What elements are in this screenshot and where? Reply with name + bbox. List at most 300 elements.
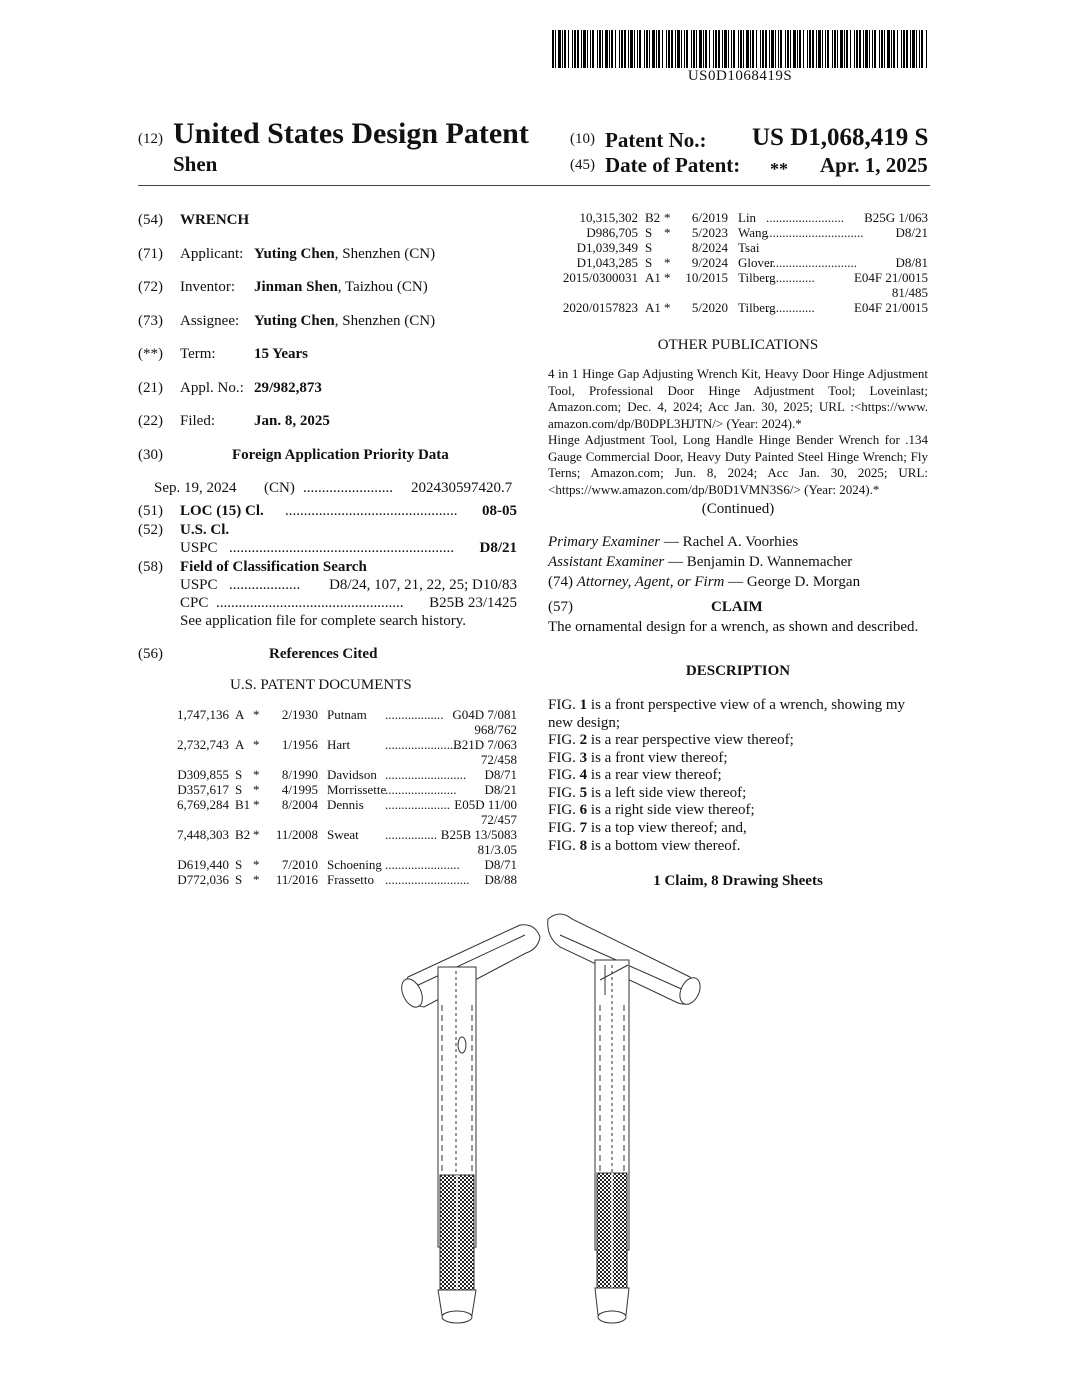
- loc-dots: ..............................................: [285, 503, 458, 519]
- ref-dots: ..............................: [766, 225, 864, 240]
- ref-no: 2020/0157823: [562, 300, 638, 315]
- ref-kind: S: [235, 767, 243, 782]
- ref-cls: D8/21: [484, 782, 517, 797]
- barcode-bar: [609, 30, 610, 68]
- ref-no: D1,043,285: [576, 255, 638, 270]
- field-71-code: (71): [138, 246, 163, 262]
- assistant-examiner: Assistant Examiner — Benjamin D. Wannemacher: [548, 554, 853, 570]
- barcode-bar: [837, 30, 838, 68]
- date-stars: **: [770, 159, 788, 179]
- ref-cls: D8/71: [484, 767, 517, 782]
- ref-star: *: [253, 707, 260, 722]
- barcode-bar: [809, 30, 811, 68]
- ref-cls: E05D 11/00: [454, 797, 517, 812]
- filed-label: Filed:: [180, 413, 216, 429]
- barcode-bar: [572, 30, 573, 68]
- ref-star: *: [664, 225, 671, 240]
- ref-cls: B25B 13/5083: [440, 827, 517, 842]
- barcode-bar: [901, 30, 902, 68]
- barcode-bar: [822, 30, 823, 68]
- header-divider: [138, 185, 930, 186]
- barcode-bar: [912, 30, 915, 68]
- barcode-bar: [699, 30, 702, 68]
- barcode-bar: [827, 30, 829, 68]
- ref-name: Glover: [738, 255, 775, 270]
- assignee: Yuting Chen, Shenzhen (CN): [254, 313, 436, 329]
- patent-no-label: Patent No.:: [605, 128, 707, 152]
- barcode-bar: [681, 30, 682, 68]
- ref-star: *: [253, 767, 260, 782]
- ref-kind: S: [645, 225, 653, 240]
- barcode-bar: [765, 30, 767, 68]
- ref-name: Wang: [738, 225, 768, 240]
- barcode-bar: [818, 30, 821, 68]
- barcode-bar: [825, 30, 826, 68]
- ref-dots: ........................: [766, 210, 844, 225]
- ref-star: *: [253, 737, 260, 752]
- ref-date: 5/2023: [691, 225, 728, 240]
- ref-dots: ......................: [385, 782, 457, 797]
- barcode-bar: [722, 30, 723, 68]
- ref-cls2: 81/3.05: [477, 842, 517, 857]
- ref-name: Hart: [327, 737, 351, 752]
- barcode-bar: [778, 30, 779, 68]
- inventor: Jinman Shen, Taizhou (CN): [254, 279, 428, 295]
- filed-date: Jan. 8, 2025: [254, 413, 330, 429]
- field-51-code: (51): [138, 503, 163, 519]
- ref-name: Putnam: [327, 707, 367, 722]
- priority-date: Sep. 19, 2024: [154, 480, 237, 496]
- ref-date: 8/2024: [691, 240, 728, 255]
- barcode-bar: [840, 30, 843, 68]
- barcode-bar: [624, 30, 626, 68]
- ref-star: *: [664, 270, 671, 285]
- barcode-bar: [728, 30, 729, 68]
- ref-cls: D8/88: [484, 872, 517, 887]
- ref-no: D357,617: [177, 782, 229, 797]
- ref-date: 10/2015: [685, 270, 728, 285]
- barcode-bar: [696, 30, 697, 68]
- date-of-patent-label: Date of Patent:: [605, 153, 741, 177]
- barcode-bar: [752, 30, 754, 68]
- fig-description: FIG. 5 is a left side view thereof;: [548, 785, 747, 801]
- ref-name: Davidson: [327, 767, 377, 782]
- barcode-bar: [893, 30, 895, 68]
- inventor-label: Inventor:: [180, 279, 235, 295]
- fig-description: FIG. 3 is a front view thereof;: [548, 750, 728, 766]
- ref-cls: E04F 21/0015: [853, 270, 928, 285]
- publication-1: 4 in 1 Hinge Gap Adjusting Wrench Kit, Heavy Door Hinge Adjustment Tool, Professional Door Hinge Adjustment Tool; Loveinlast; Amazon.com; Dec. 4, 2024; Acc Jan. 30, 2025; URL :<https://www. amazon.com/dp/B0DPL3HJTN/> (Year: 2024).*: [548, 366, 928, 431]
- ref-name: Schoening: [327, 857, 382, 872]
- search-uspc-value: D8/24, 107, 21, 22, 25; D10/83: [329, 577, 517, 593]
- barcode-bar: [668, 30, 670, 68]
- barcode-bar: [844, 30, 845, 68]
- field-30-code: (30): [138, 447, 163, 463]
- ref-no: D1,039,349: [576, 240, 638, 255]
- ref-cls2: 81/485: [891, 285, 928, 300]
- barcode: [552, 30, 928, 68]
- ref-name: Tilberg: [738, 300, 776, 315]
- publication-2: Hinge Adjustment Tool, Long Handle Hinge Bender Wrench for .134 Gauge Commercial Door, Heavy Duty Painted Steel Hinge Wrench; Fly Terns; Amazon.com; Jun. 8, 2024; Acc Jan. 30, 2025; URL:<https://www.amazon.com/dp/B0D1VMN3S6/> (Year: 2024).*: [548, 432, 928, 497]
- fig-description: FIG. 8 is a bottom view thereof.: [548, 838, 741, 854]
- ref-no: 10,315,302: [579, 210, 638, 225]
- barcode-bar: [874, 30, 876, 68]
- field-term-code: (**): [138, 346, 163, 362]
- ref-dots: ....................: [385, 797, 450, 812]
- code-12: (12): [138, 131, 163, 147]
- primary-examiner: Primary Examiner — Rachel A. Voorhies: [548, 534, 799, 550]
- barcode-bar: [590, 30, 591, 68]
- barcode-bar: [602, 30, 603, 68]
- barcode-bar: [733, 30, 735, 68]
- barcode-bar: [865, 30, 868, 68]
- barcode-bar: [812, 30, 814, 68]
- barcode-bar: [785, 30, 786, 68]
- barcode-bar: [879, 30, 880, 68]
- barcode-bar: [564, 30, 566, 68]
- barcode-bar: [856, 30, 858, 68]
- ref-cls2: 72/458: [480, 752, 517, 767]
- barcode-bar: [621, 30, 623, 68]
- field-22-code: (22): [138, 413, 163, 429]
- loc-label: LOC (15) Cl.: [180, 503, 264, 519]
- uspc-label: USPC: [180, 540, 218, 556]
- barcode-bar: [731, 30, 732, 68]
- barcode-bar: [859, 30, 861, 68]
- barcode-bar: [574, 30, 576, 68]
- ref-cls2: 72/457: [480, 812, 517, 827]
- barcode-bar: [846, 30, 848, 68]
- barcode-bar: [619, 30, 620, 68]
- ref-dots: ............................: [766, 255, 857, 270]
- ref-date: 7/2010: [281, 857, 318, 872]
- search-cpc-label: CPC: [180, 595, 209, 611]
- ref-kind: S: [645, 240, 653, 255]
- ref-date: 1/1956: [281, 737, 318, 752]
- ref-star: *: [664, 255, 671, 270]
- barcode-bar: [906, 30, 908, 68]
- barcode-bar: [639, 30, 641, 68]
- ref-kind: B1: [235, 797, 251, 812]
- barcode-bar: [644, 30, 645, 68]
- ref-dots: ...............: [766, 300, 815, 315]
- ref-cls: B25G 1/063: [864, 210, 928, 225]
- ref-no: 2,732,743: [177, 737, 229, 752]
- barcode-bar: [750, 30, 751, 68]
- barcode-bar: [921, 30, 923, 68]
- barcode-bar: [630, 30, 633, 68]
- ref-kind: A: [235, 707, 245, 722]
- priority-number: 202430597420.7: [411, 480, 513, 496]
- ref-kind: A1: [645, 270, 661, 285]
- barcode-bar: [656, 30, 657, 68]
- barcode-bar: [884, 30, 885, 68]
- term-value: 15 Years: [254, 346, 309, 362]
- ref-no: D619,440: [177, 857, 229, 872]
- ref-no: D986,705: [586, 225, 638, 240]
- barcode-bar: [671, 30, 673, 68]
- ref-kind: S: [235, 782, 243, 797]
- barcode-bar: [718, 30, 720, 68]
- ref-date: 11/2016: [275, 872, 318, 887]
- barcode-bar: [746, 30, 749, 68]
- ref-dots: ...............: [766, 270, 815, 285]
- barcode-bar: [769, 30, 770, 68]
- barcode-bar: [552, 30, 554, 68]
- ref-kind: S: [645, 255, 653, 270]
- code-45: (45): [570, 157, 595, 173]
- ref-dots: ................: [385, 827, 437, 842]
- appl-no: 29/982,873: [254, 380, 322, 396]
- claims-count: 1 Claim, 8 Drawing Sheets: [653, 873, 823, 889]
- ref-kind: B2: [235, 827, 251, 842]
- barcode-bar: [834, 30, 836, 68]
- ref-star: *: [253, 872, 260, 887]
- applicant-label: Applicant:: [180, 246, 244, 262]
- ref-name: Lin: [738, 210, 757, 225]
- claim-code: (57): [548, 599, 573, 615]
- term-label: Term:: [180, 346, 216, 362]
- barcode-bar: [568, 30, 569, 68]
- barcode-bar: [832, 30, 833, 68]
- barcode-bar: [709, 30, 710, 68]
- ref-star: *: [253, 782, 260, 797]
- field-21-code: (21): [138, 380, 163, 396]
- barcode-bar: [743, 30, 744, 68]
- barcode-bar: [649, 30, 650, 68]
- ref-name: Tilberg: [738, 270, 776, 285]
- patent-number: US D1,068,419 S: [752, 124, 929, 151]
- code-10: (10): [570, 131, 595, 147]
- fig-description: FIG. 6 is a right side view thereof;: [548, 802, 755, 818]
- barcode-bar: [684, 30, 685, 68]
- ref-star: *: [664, 300, 671, 315]
- other-pubs-heading: OTHER PUBLICATIONS: [657, 337, 819, 353]
- barcode-bar: [637, 30, 638, 68]
- us-cl-label: U.S. Cl.: [180, 522, 230, 538]
- barcode-bar: [658, 30, 660, 68]
- barcode-bar: [854, 30, 855, 68]
- ref-name: Tsai: [738, 240, 760, 255]
- barcode-bar: [677, 30, 680, 68]
- barcode-bar: [592, 30, 594, 68]
- ref-no: D309,855: [177, 767, 229, 782]
- barcode-bar: [850, 30, 851, 68]
- barcode-bar: [775, 30, 776, 68]
- barcode-bar: [705, 30, 707, 68]
- barcode-bar: [713, 30, 714, 68]
- barcode-bar: [703, 30, 704, 68]
- priority-dots: ........................: [303, 480, 393, 496]
- ref-date: 8/2004: [281, 797, 318, 812]
- search-note: See application file for complete search history.: [180, 613, 467, 629]
- barcode-bar: [803, 30, 804, 68]
- ref-no: 1,747,136: [177, 707, 229, 722]
- barcode-bar: [666, 30, 667, 68]
- date-of-patent: Apr. 1, 2025: [820, 153, 928, 177]
- barcode-bar: [587, 30, 588, 68]
- barcode-bar: [869, 30, 870, 68]
- barcode-bar: [562, 30, 563, 68]
- ref-dots: .......................: [385, 737, 460, 752]
- barcode-bar: [872, 30, 873, 68]
- fig-description: FIG. 1 is a front perspective view of a wrench, showing my new design;: [548, 697, 905, 731]
- ref-no: D772,036: [177, 872, 229, 887]
- ref-kind: S: [235, 872, 243, 887]
- claim-text: The ornamental design for a wrench, as shown and described.: [548, 619, 919, 635]
- barcode-bar: [675, 30, 676, 68]
- ref-cls: D8/71: [484, 857, 517, 872]
- barcode-bar: [790, 30, 791, 68]
- ref-date: 4/1995: [281, 782, 318, 797]
- ref-name: Morrissette: [327, 782, 387, 797]
- ref-date: 5/2020: [691, 300, 728, 315]
- ref-cls: D8/81: [895, 255, 928, 270]
- wrench-front-perspective: [398, 925, 540, 1323]
- barcode-bar: [662, 30, 663, 68]
- barcode-number: US0D1068419S: [687, 68, 793, 84]
- attorney: (74) Attorney, Agent, or Firm — George D. Morgan: [548, 574, 861, 590]
- ref-name: Dennis: [327, 797, 364, 812]
- barcode-bar: [740, 30, 742, 68]
- barcode-bar: [787, 30, 789, 68]
- barcode-bar: [799, 30, 801, 68]
- fig-description: FIG. 7 is a top view thereof; and,: [548, 820, 747, 836]
- barcode-bar: [581, 30, 582, 68]
- barcode-bar: [756, 30, 757, 68]
- barcode-bar: [652, 30, 655, 68]
- ref-date: 8/1990: [281, 767, 318, 782]
- barcode-bar: [793, 30, 796, 68]
- barcode-bar: [693, 30, 695, 68]
- barcode-bar: [797, 30, 798, 68]
- ref-name: Frassetto: [327, 872, 374, 887]
- search-uspc-label: USPC: [180, 577, 218, 593]
- field-search-label: Field of Classification Search: [180, 559, 367, 575]
- fig-description: FIG. 4 is a rear view thereof;: [548, 767, 722, 783]
- field-73-code: (73): [138, 313, 163, 329]
- barcode-bar: [583, 30, 586, 68]
- design-title: WRENCH: [180, 212, 250, 228]
- ref-kind: B2: [645, 210, 661, 225]
- barcode-bar: [597, 30, 598, 68]
- barcode-bar: [897, 30, 898, 68]
- barcode-bar: [691, 30, 692, 68]
- uspc-value: D8/21: [479, 540, 517, 556]
- barcode-bar: [577, 30, 579, 68]
- appl-no-label: Appl. No.:: [180, 380, 244, 396]
- ref-cls: E04F 21/0015: [853, 300, 928, 315]
- wrench-drawing: [390, 905, 710, 1335]
- search-cpc-dots: ..................................................: [216, 595, 404, 611]
- applicant: Yuting Chen, Shenzhen (CN): [254, 246, 436, 262]
- barcode-bar: [916, 30, 917, 68]
- ref-cls: G04D 7/081: [452, 707, 517, 722]
- wrench-rear-perspective: [548, 914, 704, 1323]
- ref-date: 9/2024: [691, 255, 728, 270]
- description-heading: DESCRIPTION: [685, 663, 791, 679]
- barcode-bar: [919, 30, 920, 68]
- barcode-bar: [686, 30, 688, 68]
- barcode-bar: [605, 30, 608, 68]
- ref-dots: ..........................: [385, 872, 470, 887]
- ref-date: 11/2008: [275, 827, 318, 842]
- ref-star: *: [253, 857, 260, 872]
- ref-star: *: [664, 210, 671, 225]
- barcode-bar: [903, 30, 905, 68]
- ref-cls: D8/21: [895, 225, 928, 240]
- inventor-surname: Shen: [173, 152, 218, 176]
- barcode-bar: [646, 30, 648, 68]
- priority-heading: Foreign Application Priority Data: [232, 447, 449, 463]
- ref-date: 6/2019: [691, 210, 728, 225]
- claim-heading: CLAIM: [711, 599, 763, 615]
- barcode-bar: [634, 30, 635, 68]
- ref-dots: .......................: [385, 857, 460, 872]
- ref-star: *: [253, 827, 260, 842]
- priority-country: (CN): [264, 480, 295, 496]
- ref-kind: A1: [645, 300, 661, 315]
- us-patent-docs-heading: U.S. PATENT DOCUMENTS: [230, 677, 412, 693]
- barcode-bar: [599, 30, 601, 68]
- field-52-code: (52): [138, 522, 163, 538]
- ref-date: 2/1930: [281, 707, 318, 722]
- field-72-code: (72): [138, 279, 163, 295]
- field-54-code: (54): [138, 212, 163, 228]
- barcode-bar: [628, 30, 629, 68]
- barcode-bar: [910, 30, 911, 68]
- uspc-dots: ............................................................: [229, 540, 454, 556]
- barcode-bar: [887, 30, 890, 68]
- barcode-bar: [724, 30, 727, 68]
- field-58-code: (58): [138, 559, 163, 575]
- ref-kind: S: [235, 857, 243, 872]
- barcode-bar: [807, 30, 808, 68]
- ref-no: 6,769,284: [177, 797, 229, 812]
- ref-dots: .........................: [385, 767, 467, 782]
- barcode-bar: [738, 30, 739, 68]
- barcode-bar: [863, 30, 864, 68]
- barcode-bar: [926, 30, 927, 68]
- ref-cls2: 968/762: [474, 722, 517, 737]
- assignee-label: Assignee:: [180, 313, 240, 329]
- ref-kind: A: [235, 737, 245, 752]
- barcode-bar: [771, 30, 774, 68]
- ref-no: 7,448,303: [177, 827, 229, 842]
- ref-name: Sweat: [327, 827, 359, 842]
- barcode-bar: [881, 30, 883, 68]
- barcode-bar: [780, 30, 782, 68]
- references-heading: References Cited: [269, 646, 378, 662]
- barcode-bar: [611, 30, 613, 68]
- loc-value: 08-05: [482, 503, 517, 519]
- ref-cls: B21D 7/063: [453, 737, 517, 752]
- document-title: United States Design Patent: [173, 117, 529, 150]
- field-56-code: (56): [138, 646, 163, 662]
- barcode-bar: [555, 30, 556, 68]
- ref-dots: ..................: [385, 707, 444, 722]
- ref-star: *: [253, 797, 260, 812]
- ref-no: 2015/0300031: [562, 270, 638, 285]
- barcode-bar: [715, 30, 717, 68]
- fig-description: FIG. 2 is a rear perspective view thereof;: [548, 732, 794, 748]
- barcode-bar: [762, 30, 764, 68]
- barcode-bar: [558, 30, 561, 68]
- barcode-bar: [760, 30, 761, 68]
- barcode-bar: [816, 30, 817, 68]
- search-cpc-value: B25B 23/1425: [429, 595, 517, 611]
- barcode-bar: [615, 30, 616, 68]
